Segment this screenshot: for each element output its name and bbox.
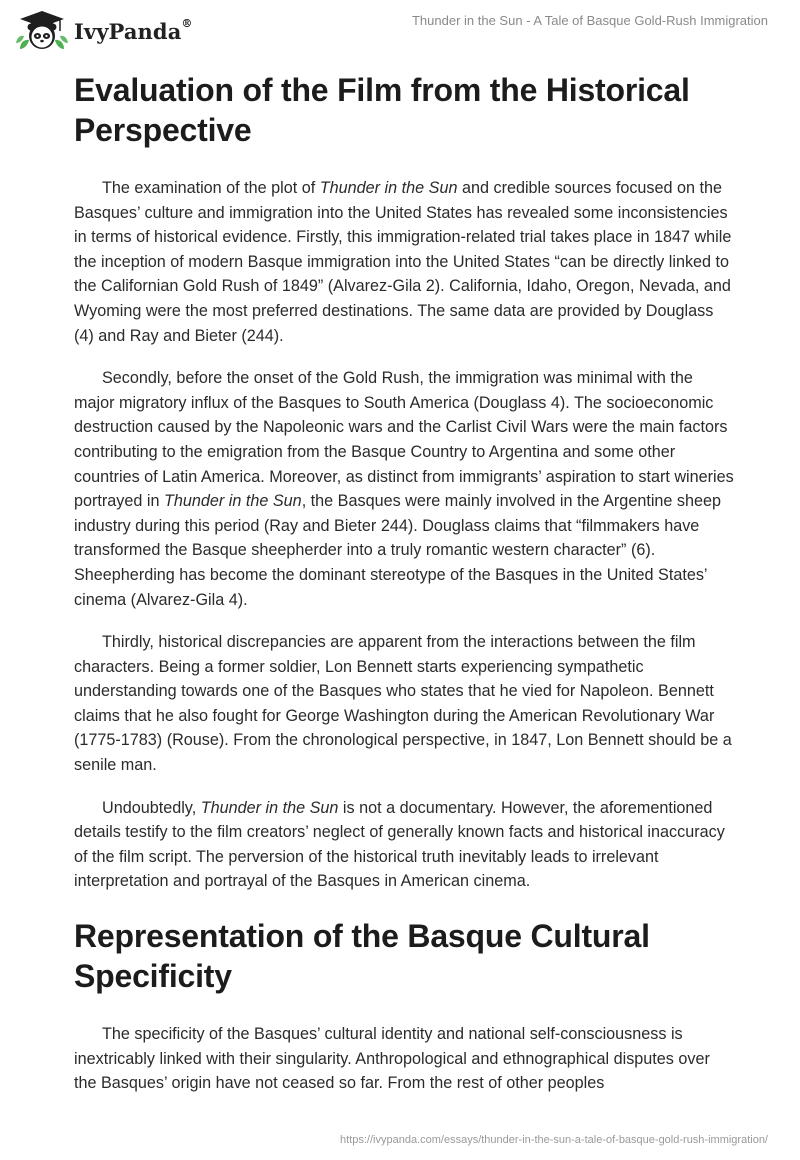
paragraph xyxy=(74,176,734,348)
paragraph xyxy=(74,1022,734,1096)
paragraph-text: is not a documentary. However, the aforementioned details testify to the film creators’ neglect of generally known facts and historical inaccuracy of the film script. The perversion of the historical truth inevitably leads to irrelevant interpretation and portrayal of the Basques in American cinema. xyxy=(74,798,725,891)
logo-wordmark xyxy=(74,16,193,44)
film-title: Thunder in the Sun xyxy=(200,798,339,817)
essay-content xyxy=(74,70,734,1114)
paragraph xyxy=(74,366,734,612)
panda-graduate-icon xyxy=(14,9,70,53)
paragraph xyxy=(74,796,734,894)
document-title: Thunder in the Sun - A Tale of Basque Gold-Rush Immigration xyxy=(411,13,768,28)
page-header xyxy=(0,0,800,60)
paragraph-text: The examination of the plot of xyxy=(102,179,320,197)
paragraph-text: The specificity of the Basques’ cultural identity and national self-consciousness is inextricably linked with their singularity. Anthropological and ethnographical disputes over the Basques’ origin have not ceased so far. From the rest of other peoples xyxy=(74,1025,710,1093)
paragraph-text: Secondly, before the onset of the Gold Rush, the immigration was minimal with the major migratory influx of the Basques to South America (Douglass 4). The socioeconomic destruction caused by the Napoleonic wars and the Carlist Civil Wars were the main factors contributing to the emigration from the Basque Country to Argentina and some other countries of Latin America. Moreover, as distinct from immigrants’ aspiration to start wineries portrayed in xyxy=(74,369,734,511)
logo-text: IvyPanda xyxy=(74,18,182,44)
registered-mark: ® xyxy=(181,16,193,30)
paragraph-text: Thirdly, historical discrepancies are apparent from the interactions between the film characters. Being a former soldier, Lon Bennett starts experiencing sympathetic understanding towards one of the Basques who states that he vied for Napoleon. Bennett claims that he also fought for George Washington during the American Revolutionary War (1775-1783) (Rouse). From the chronological perspective, in 1847, Lon Bennett should be a senile man. xyxy=(74,633,732,775)
section-heading: Evaluation of the Film from the Historical Perspective xyxy=(74,72,690,148)
paragraph xyxy=(74,630,734,778)
source-url[interactable]: https://ivypanda.com/essays/thunder-in-the-sun-a-tale-of-basque-gold-rush-immigration/ xyxy=(340,1134,768,1146)
ivypanda-logo[interactable] xyxy=(14,9,193,53)
paragraph-text: , the Basques were mainly involved in the Argentine sheep industry during this period (Ray and Bieter 244). Douglass claims that “filmmakers have transformed the Basque sheepherder into a truly romantic western character” (6). Sheepherding has become the dominant stereotype of the Basques in the United States’ cinema (Alvarez-Gila 4). xyxy=(74,492,722,609)
film-title: Thunder in the Sun xyxy=(163,492,302,511)
paragraph-text: and credible sources focused on the Basques’ culture and immigration into the United States has revealed some inconsistencies in terms of historical evidence. Firstly, this immigration-related trial takes place in 1847 while the inception of modern Basque immigration into the United States “can be directly linked to the Californian Gold Rush of 1849” (Alvarez-Gila 2). California, Idaho, Oregon, Nevada, and Wyoming were the most preferred destinations. The same data are provided by Douglass (4) and Ray and Bieter (244). xyxy=(74,179,732,345)
section-heading: Representation of the Basque Cultural Specificity xyxy=(74,918,650,995)
paragraph-text: Undoubtedly, xyxy=(102,798,201,817)
film-title: Thunder in the Sun xyxy=(319,179,458,197)
